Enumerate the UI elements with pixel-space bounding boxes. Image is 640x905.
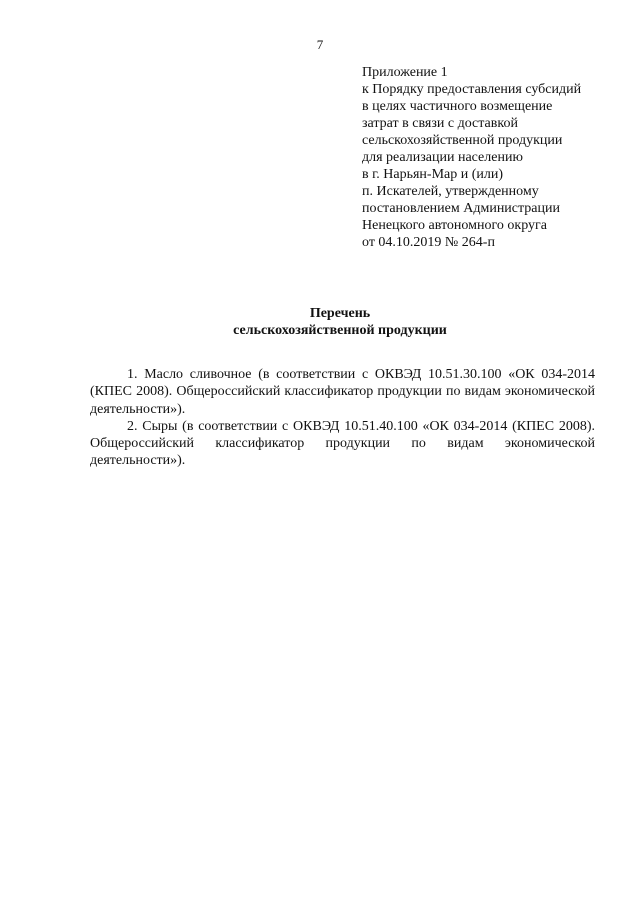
appendix-line: в г. Нарьян-Мар и (или) — [362, 167, 504, 182]
appendix-reference — [362, 64, 612, 251]
appendix-line: Приложение 1 — [362, 65, 448, 80]
appendix-line: к Порядку предоставления субсидий — [362, 82, 582, 97]
appendix-line: в целях частичного возмещение — [362, 99, 553, 114]
appendix-line: от 04.10.2019 № 264-п — [362, 235, 495, 250]
list-item: 1. Масло сливочное (в соответствии с ОКВЭД 10.51.30.100 «ОК 034-2014 (КПЕС 2008). Общероссийский классификатор продукции по видам экономической деятельности»). — [90, 367, 595, 417]
title-line-2: сельскохозяйственной продукции — [233, 323, 447, 338]
appendix-line: затрат в связи с доставкой — [362, 116, 518, 131]
title-line-1: Перечень — [309, 306, 371, 321]
page-number: 7 — [316, 37, 324, 52]
appendix-line: Ненецкого автономного округа — [362, 218, 547, 233]
appendix-line: постановлением Администрации — [362, 201, 560, 216]
document-title — [0, 305, 640, 339]
appendix-line: сельскохозяйственной продукции — [362, 133, 563, 148]
appendix-line: для реализации населению — [362, 150, 523, 165]
list-item: 2. Сыры (в соответствии с ОКВЭД 10.51.40.100 «ОК 034-2014 (КПЕС 2008). Общероссийский классификатор продукции по видам экономической деятельности»). — [90, 418, 595, 469]
appendix-line: п. Искателей, утвержденному — [362, 184, 539, 199]
product-list — [90, 366, 595, 470]
